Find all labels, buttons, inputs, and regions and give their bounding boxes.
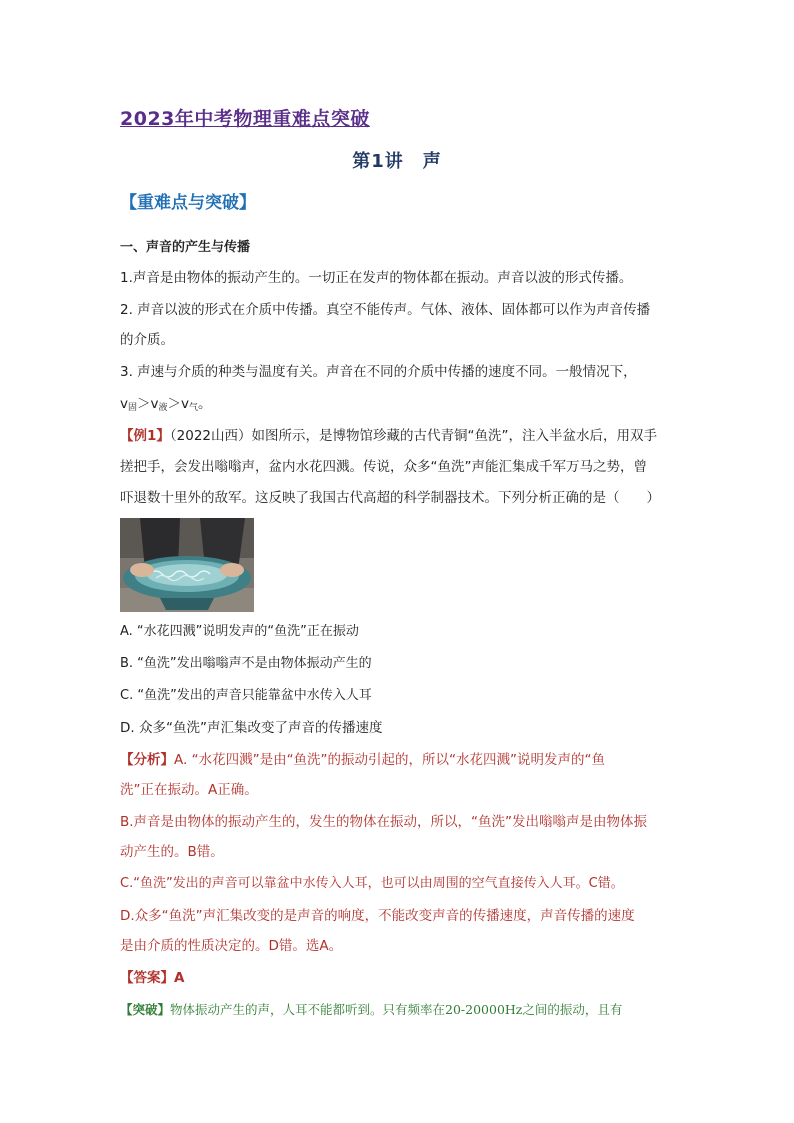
breakthrough-line: 【突破】物体振动产生的声，人耳不能都听到。只有频率在20-20000Hz之间的振动，且有 — [120, 1002, 623, 1017]
speed-relation: $v_固>v_液>v_气$。 — [120, 396, 212, 413]
subsection-heading: 一、声音的产生与传播 — [120, 240, 251, 255]
lecture-title: 第1讲 声 — [352, 151, 442, 172]
fish-basin-photo — [120, 518, 254, 612]
answer-tag: 【答案】 — [120, 970, 174, 986]
analysis-d-line-1: D.众多“鱼洗”声汇集改变的是声音的响度，不能改变声音的传播速度，声音传播的速度 — [120, 908, 635, 924]
analysis-a-line-1: 【分析】A. “水花四溅”是由“鱼洗”的振动引起的，所以“水花四溅”说明发声的“鱼 — [120, 752, 606, 768]
point-1: 1.声音是由物体的振动产生的。一切正在发声的物体都在振动。声音以波的形式传播。 — [120, 270, 633, 286]
option-c: C. “鱼洗”发出的声音只能靠盆中水传入人耳 — [120, 688, 372, 703]
analysis-b-line-1: B.声音是由物体的振动产生的，发生的物体在振动，所以，“鱼洗”发出嗡嗡声是由物体振 — [120, 814, 648, 830]
section-heading: 【重难点与突破】 — [120, 193, 256, 213]
option-b: B. “鱼洗”发出嗡嗡声不是由物体振动产生的 — [120, 656, 372, 671]
point-2-line-2: 的介质。 — [120, 332, 174, 348]
breakthrough-tag: 【突破】 — [120, 1002, 171, 1017]
analysis-a-line-2: 洗”正在振动。A正确。 — [120, 782, 258, 798]
analysis-c-line: C.“鱼洗”发出的声音可以靠盆中水传入人耳，也可以由周围的空气直接传入人耳。C错。 — [120, 876, 624, 891]
answer-line — [120, 968, 184, 988]
point-2-line-1: 2. 声音以波的形式在介质中传播。真空不能传声。气体、液体、固体都可以作为声音传播 — [120, 302, 651, 318]
analysis-b-line-2: 动产生的。B错。 — [120, 844, 224, 860]
example-tag: 【例1】 — [120, 428, 170, 444]
example-line-1: 【例1】（2022山西）如图所示，是博物馆珍藏的古代青铜“鱼洗”，注入半盆水后，用双手 — [120, 428, 657, 444]
point-3-line-1: 3. 声速与介质的种类与温度有关。声音在不同的介质中传播的速度不同。一般情况下， — [120, 364, 637, 380]
fish-basin-illustration — [120, 518, 254, 612]
analysis-tag: 【分析】 — [120, 752, 174, 768]
document-title: 2023年中考物理重难点突破 — [120, 108, 370, 130]
example-line-2: 搓把手，会发出嗡嗡声，盆内水花四溅。传说，众多“鱼洗”声能汇集成千军万马之势，曾 — [120, 459, 647, 475]
option-a: A. “水花四溅”说明发声的“鱼洗”正在振动 — [120, 624, 359, 639]
answer-value: A — [174, 970, 185, 986]
example-line-3: 吓退数十里外的敌军。这反映了我国古代高超的科学制器技术。下列分析正确的是（ ） — [120, 490, 660, 506]
option-d: D. 众多“鱼洗”声汇集改变了声音的传播速度 — [120, 720, 383, 736]
analysis-d-line-2: 是由介质的性质决定的。D错。选A。 — [120, 938, 343, 954]
